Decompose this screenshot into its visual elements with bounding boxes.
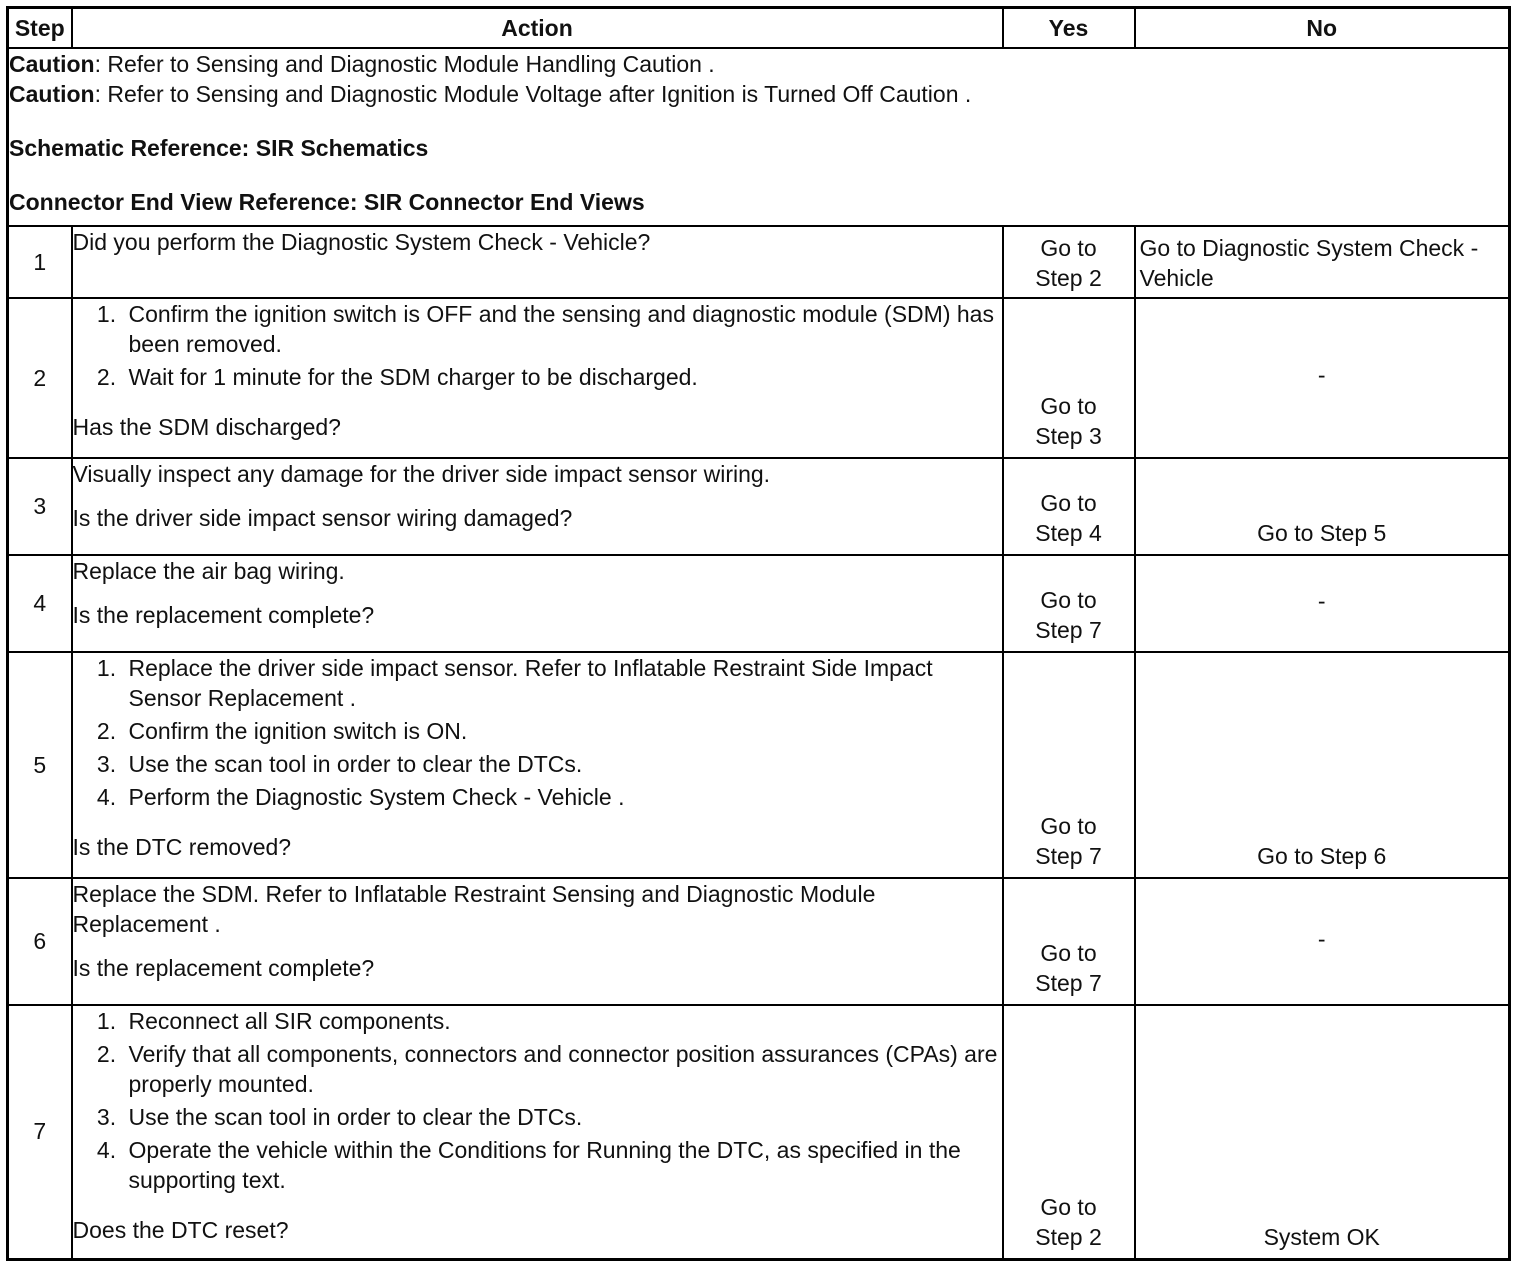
yes-cell: Go to Step 7 <box>1003 555 1135 652</box>
step-number: 6 <box>8 878 72 1005</box>
step-number: 7 <box>8 1005 72 1259</box>
yes-cell: Go to Step 4 <box>1003 458 1135 555</box>
caution-row <box>8 48 1510 226</box>
step-number: 3 <box>8 458 72 555</box>
yes-cell: Go to Step 7 <box>1003 878 1135 1005</box>
table-row <box>8 652 1510 878</box>
step-number: 4 <box>8 555 72 652</box>
question: Is the replacement complete? <box>72 602 375 628</box>
question: Does the DTC reset? <box>72 1217 289 1243</box>
table-row <box>8 878 1510 1005</box>
action-cell: Did you perform the Diagnostic System Check - Vehicle? <box>72 226 1003 298</box>
no-cell: Go to Step 5 <box>1135 458 1510 555</box>
caution-line-2: Caution: Refer to Sensing and Diagnostic Module Voltage after Ignition is Turned Off Caution . <box>9 81 972 107</box>
diagnostic-table <box>6 6 1511 1261</box>
header-step: Step <box>8 8 72 49</box>
question: Is the replacement complete? <box>72 955 375 981</box>
action-cell: Visually inspect any damage for the driver side impact sensor wiring. Is the driver side impact sensor wiring damaged? <box>72 458 1003 555</box>
question: Has the SDM discharged? <box>72 414 341 440</box>
action-cell <box>72 1005 1003 1259</box>
yes-cell: Go to Step 2 <box>1003 226 1135 298</box>
action-cell: Replace the SDM. Refer to Inflatable Restraint Sensing and Diagnostic Module Replacement . Is the replacement complete? <box>72 878 1003 1005</box>
table-row <box>8 298 1510 458</box>
table-row <box>8 458 1510 555</box>
no-cell: - <box>1135 555 1510 652</box>
header-row <box>8 8 1510 49</box>
header-action: Action <box>72 8 1003 49</box>
no-cell: - <box>1135 298 1510 458</box>
question: Is the DTC removed? <box>72 834 292 860</box>
step-number: 1 <box>8 226 72 298</box>
no-cell: Go to Diagnostic System Check - Vehicle <box>1135 226 1510 298</box>
question: Is the driver side impact sensor wiring damaged? <box>72 505 573 531</box>
table-row <box>8 226 1510 298</box>
action-cell: Replace the air bag wiring. Is the replacement complete? <box>72 555 1003 652</box>
no-cell: Go to Step 6 <box>1135 652 1510 878</box>
yes-cell: Go to Step 2 <box>1003 1005 1135 1259</box>
table-row <box>8 1005 1510 1259</box>
schematic-reference: Schematic Reference: SIR Schematics <box>9 135 429 161</box>
action-list: 1. Confirm the ignition switch is OFF and the sensing and diagnostic module (SDM) has been removed. 2. Wait for 1 minute for the SDM charger to be discharged. <box>73 299 1002 392</box>
connector-reference: Connector End View Reference: SIR Connector End Views <box>9 189 645 215</box>
header-yes: Yes <box>1003 8 1135 49</box>
step-number: 2 <box>8 298 72 458</box>
action-cell <box>72 298 1003 458</box>
table-row <box>8 555 1510 652</box>
header-no: No <box>1135 8 1510 49</box>
no-cell: System OK <box>1135 1005 1510 1259</box>
action-list: 1. Reconnect all SIR components. 2. Verify that all components, connectors and connector position assurances (CPAs) are properly mounted. 3. Use the scan tool in order to clear the DTCs. 4. Operate the vehicle within the Conditions for Running the DTC, as specified in the supporting text. <box>73 1006 1002 1195</box>
step-number: 5 <box>8 652 72 878</box>
action-cell <box>72 652 1003 878</box>
action-list: 1. Replace the driver side impact sensor. Refer to Inflatable Restraint Side Impact Sensor Replacement . 2. Confirm the ignition switch is ON. 3. Use the scan tool in order to clear the DTCs. 4. Perform the Diagnostic System Check - Vehicle . <box>73 653 1002 812</box>
yes-cell: Go to Step 3 <box>1003 298 1135 458</box>
caution-line-1: Caution: Refer to Sensing and Diagnostic Module Handling Caution . <box>9 51 715 77</box>
yes-cell: Go to Step 7 <box>1003 652 1135 878</box>
no-cell: - <box>1135 878 1510 1005</box>
